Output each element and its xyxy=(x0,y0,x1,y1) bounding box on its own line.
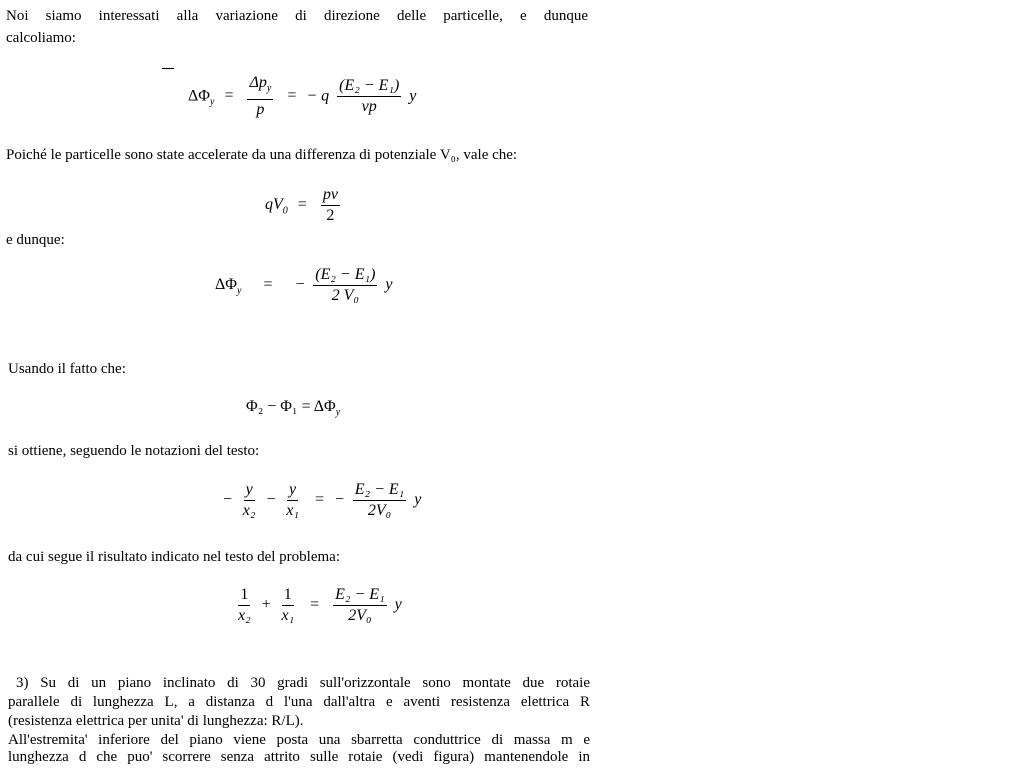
equation-delta-phi-1: $\Delta\Phi_y$ = $\frac{\Delta p_y}{p}$ = − q $\frac{\text{(E₂ − E₁)}}{vp}$ y xyxy=(188,74,417,119)
problem3-line1: 3) Su di un piano inclinato di 30 gradi sull'orizzontale sono montate due rotaie xyxy=(16,675,590,691)
paragraph-da-cui: da cui segue il risultato indicato nel testo del problema: xyxy=(8,549,340,565)
paragraph-intro-line1: Noi siamo interessati alla variazione di direzione delle particelle, e dunque xyxy=(6,8,588,24)
scan-artifact-mark xyxy=(162,68,174,69)
paragraph-usando: Usando il fatto che: xyxy=(8,361,126,377)
equation-focal-result: $\frac{1}{\text{x₂}}$ + $\frac{1}{\text{x₁}}$ = $\frac{\text{E₂ − E₁}}{\text{2V₀}}$ y xyxy=(238,586,402,624)
problem3-line5: lunghezza d che puo' scorrere senza attrito sulle rotaie (vedi figura) mantenendole in xyxy=(8,749,590,765)
problem3-line2: parallele di lunghezza L, a distanza d l'una dall'altra e aventi resistenza elettrica R xyxy=(8,694,590,710)
problem3-line3: (resistenza elettrica per unita' di lunghezza: R/L). xyxy=(8,713,304,729)
paragraph-dunque: e dunque: xyxy=(6,232,65,248)
paragraph-si-ottiene: si ottiene, seguendo le notazioni del testo: xyxy=(8,443,260,459)
equation-focal-1: − $\frac{y}{\text{x₂}}$ − $\frac{y}{\text{x₁}}$ = − $\frac{\text{E₂ − E₁}}{\text{2V₀}}$ y xyxy=(222,481,422,519)
problem3-line4: All'estremita' inferiore del piano viene posta una sbarretta conduttrice di massa m e xyxy=(8,732,590,748)
equation-phi-difference: $\Phi_2 - \Phi_1 = \Delta\Phi_y$ xyxy=(246,398,341,419)
equation-potential: $qV_0$ = $\frac{pv}{2}$ xyxy=(265,186,338,224)
paragraph-acceleration: Poiché le particelle sono state accelerate da una differenza di potenziale V₀, vale che: xyxy=(6,147,518,163)
equation-delta-phi-2: $\Delta\Phi_y$ = − $\frac{\text{(E₂ − E₁)}}{\text{2 V₀}}$ y xyxy=(215,266,393,304)
paragraph-intro-line2: calcoliamo: xyxy=(6,30,76,46)
